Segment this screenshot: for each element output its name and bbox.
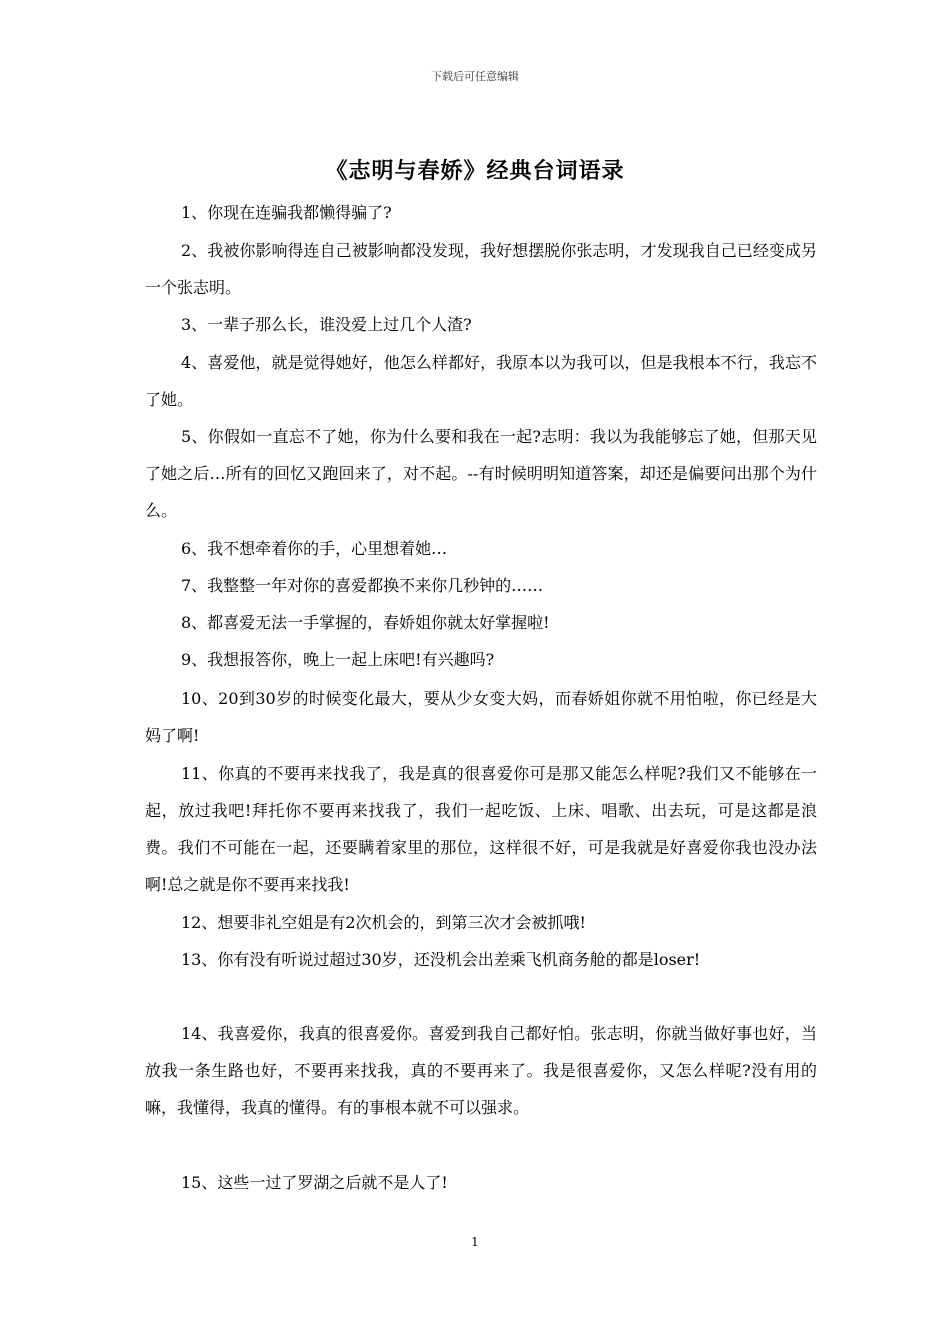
paragraph-13: 13、你有没有听说过超过30岁，还没机会出差乘飞机商务舱的都是loser! [181, 950, 701, 969]
paragraph-2: 2、我被你影响得连自己被影响都没发现，我好想摆脱你张志明，才发现我自己已经变成另一个张志明。 [145, 241, 817, 297]
page-number: 1 [471, 1235, 479, 1249]
paragraph-5: 5、你假如一直忘不了她，你为什么要和我在一起?志明：我以为我能够忘了她，但那天见了她之后…所有的回忆又跑回来了，对不起。--有时候明明知道答案，却还是偏要问出那个为什么。 [145, 427, 817, 520]
document-title: 《志明与春娇》经典台词语录 [325, 158, 625, 184]
paragraph-1: 1、你现在连骗我都懒得骗了? [181, 203, 392, 222]
paragraph-14: 14、我喜爱你，我真的很喜爱你。喜爱到我自己都好怕。张志明，你就当做好事也好，当放我一条生路也好，不要再来找我，真的不要再来了。我是很喜爱你，又怎么样呢?没有用的嘛，我懂得，我真的懂得。有的事根本就不可以强求。 [145, 1024, 817, 1117]
paragraph-6: 6、我不想牵着你的手，心里想着她… [181, 539, 448, 558]
paragraph-9: 9、我想报答你，晚上一起上床吧!有兴趣吗? [181, 650, 495, 669]
paragraph-12: 12、想要非礼空姐是有2次机会的，到第三次才会被抓哦! [181, 913, 586, 932]
paragraph-4: 4、喜爱他，就是觉得她好，他怎么样都好，我原本以为我可以，但是我根本不行，我忘不了她。 [145, 353, 817, 409]
page-header: 下载后可任意编辑 [431, 70, 519, 83]
paragraph-7: 7、我整整一年对你的喜爱都换不来你几秒钟的…… [181, 576, 544, 595]
paragraph-11: 11、你真的不要再来找我了，我是真的很喜爱你可是那又能怎么样呢?我们又不能够在一起，放过我吧!拜托你不要再来找我了，我们一起吃饭、上床、唱歌、出去玩，可是这都是浪费。我们不可能在一起，还要瞒着家里的那位，这样很不好，可是我就是好喜爱你我也没办法啊!总之就是你不要再来找我! [145, 764, 817, 894]
paragraph-3: 3、一辈子那么长，谁没爱上过几个人渣? [181, 315, 472, 334]
paragraph-10: 10、20到30岁的时候变化最大，要从少女变大妈，而春娇姐你就不用怕啦，你已经是大妈了啊! [145, 689, 817, 745]
paragraph-15: 15、这些一过了罗湖之后就不是人了! [181, 1173, 448, 1192]
paragraph-8: 8、都喜爱无法一手掌握的，春娇姐你就太好掌握啦! [181, 613, 550, 632]
